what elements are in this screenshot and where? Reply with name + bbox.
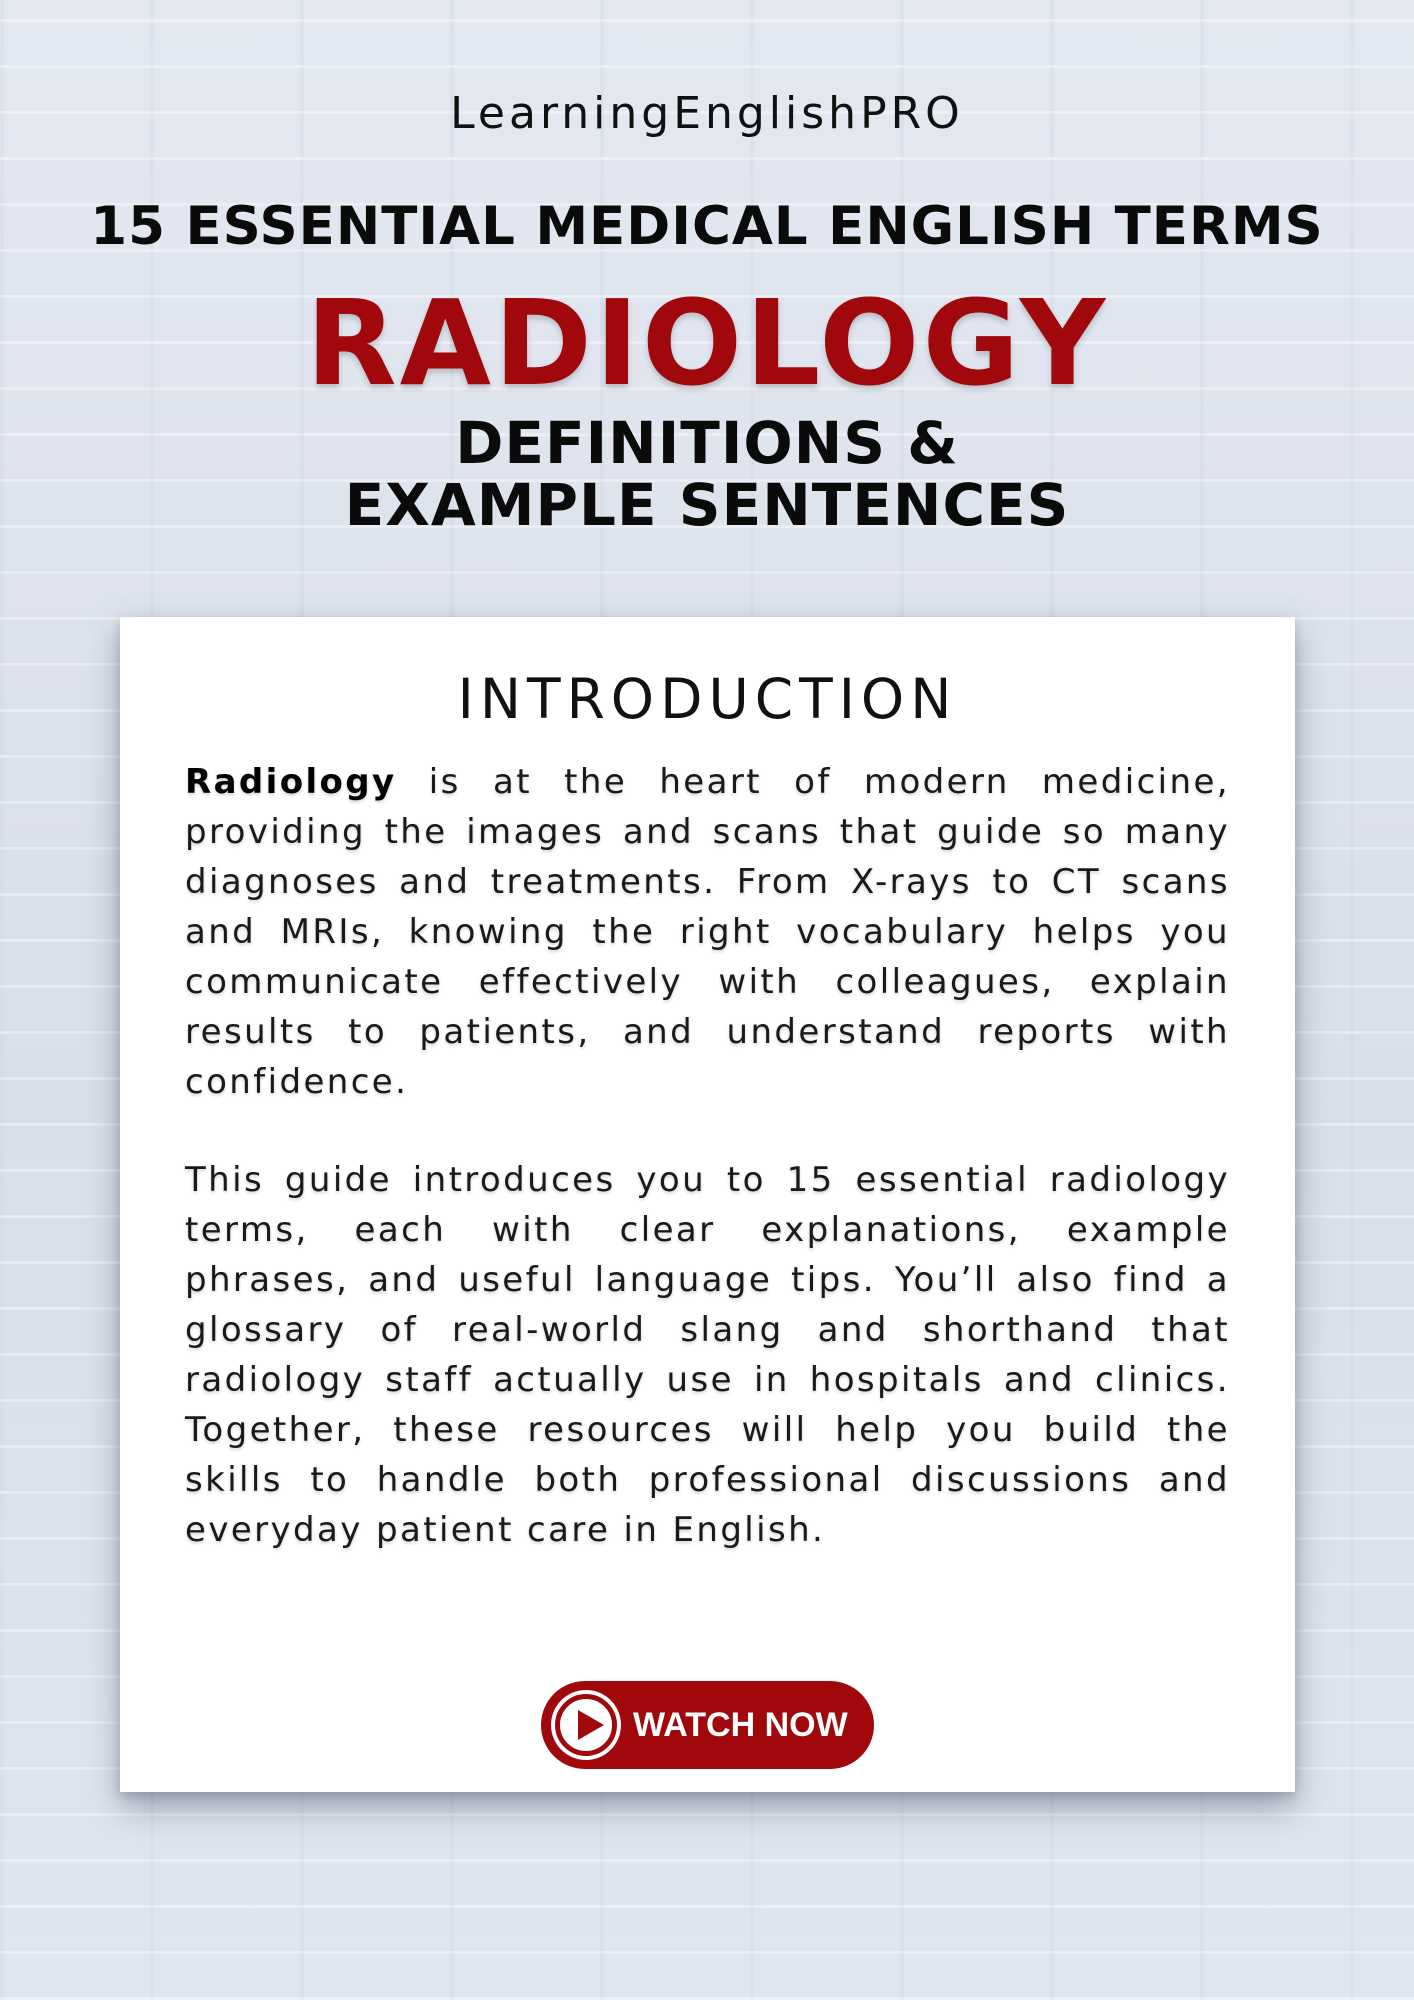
introduction-card: [120, 617, 1295, 1792]
subheadline-line-1: DEFINITIONS &: [455, 409, 959, 477]
introduction-title: INTRODUCTION: [457, 667, 958, 731]
brand-name: LearningEnglishPRO: [450, 88, 964, 139]
page-headline: 15 ESSENTIAL MEDICAL ENGLISH TERMS: [90, 196, 1324, 257]
intro-keyword: Radiology: [185, 762, 397, 802]
watch-now-button[interactable]: [541, 1681, 874, 1769]
intro-paragraph-2: This guide introduces you to 15 essential radiology terms, each with clear explanations, example phrases, and useful language tips. You’ll also find a glossary of real-world slang and shorthand that radiology staff actually use in hospitals and clinics. Together, these resources will help you build the skills to handle both professional discussions and everyday patient care in English.: [185, 1160, 1230, 1550]
watch-now-label: WATCH NOW: [633, 1705, 848, 1744]
play-icon: [551, 1690, 621, 1760]
play-icon-circle: [555, 1694, 617, 1756]
subheadline-line-2: EXAMPLE SENTENCES: [344, 471, 1070, 539]
topic-title: RADIOLOGY: [305, 274, 1109, 412]
subheadline: [0, 409, 1414, 539]
intro-paragraph-1: [185, 757, 1230, 1107]
intro-paragraph-1-text: is at the heart of modern medicine, providing the images and scans that guide so many diagnoses and treatments. From X-rays to CT scans and MRIs, knowing the right vocabulary helps you communicate effectively with colleagues, explain results to patients, and understand reports with confidence.: [185, 762, 1230, 1102]
